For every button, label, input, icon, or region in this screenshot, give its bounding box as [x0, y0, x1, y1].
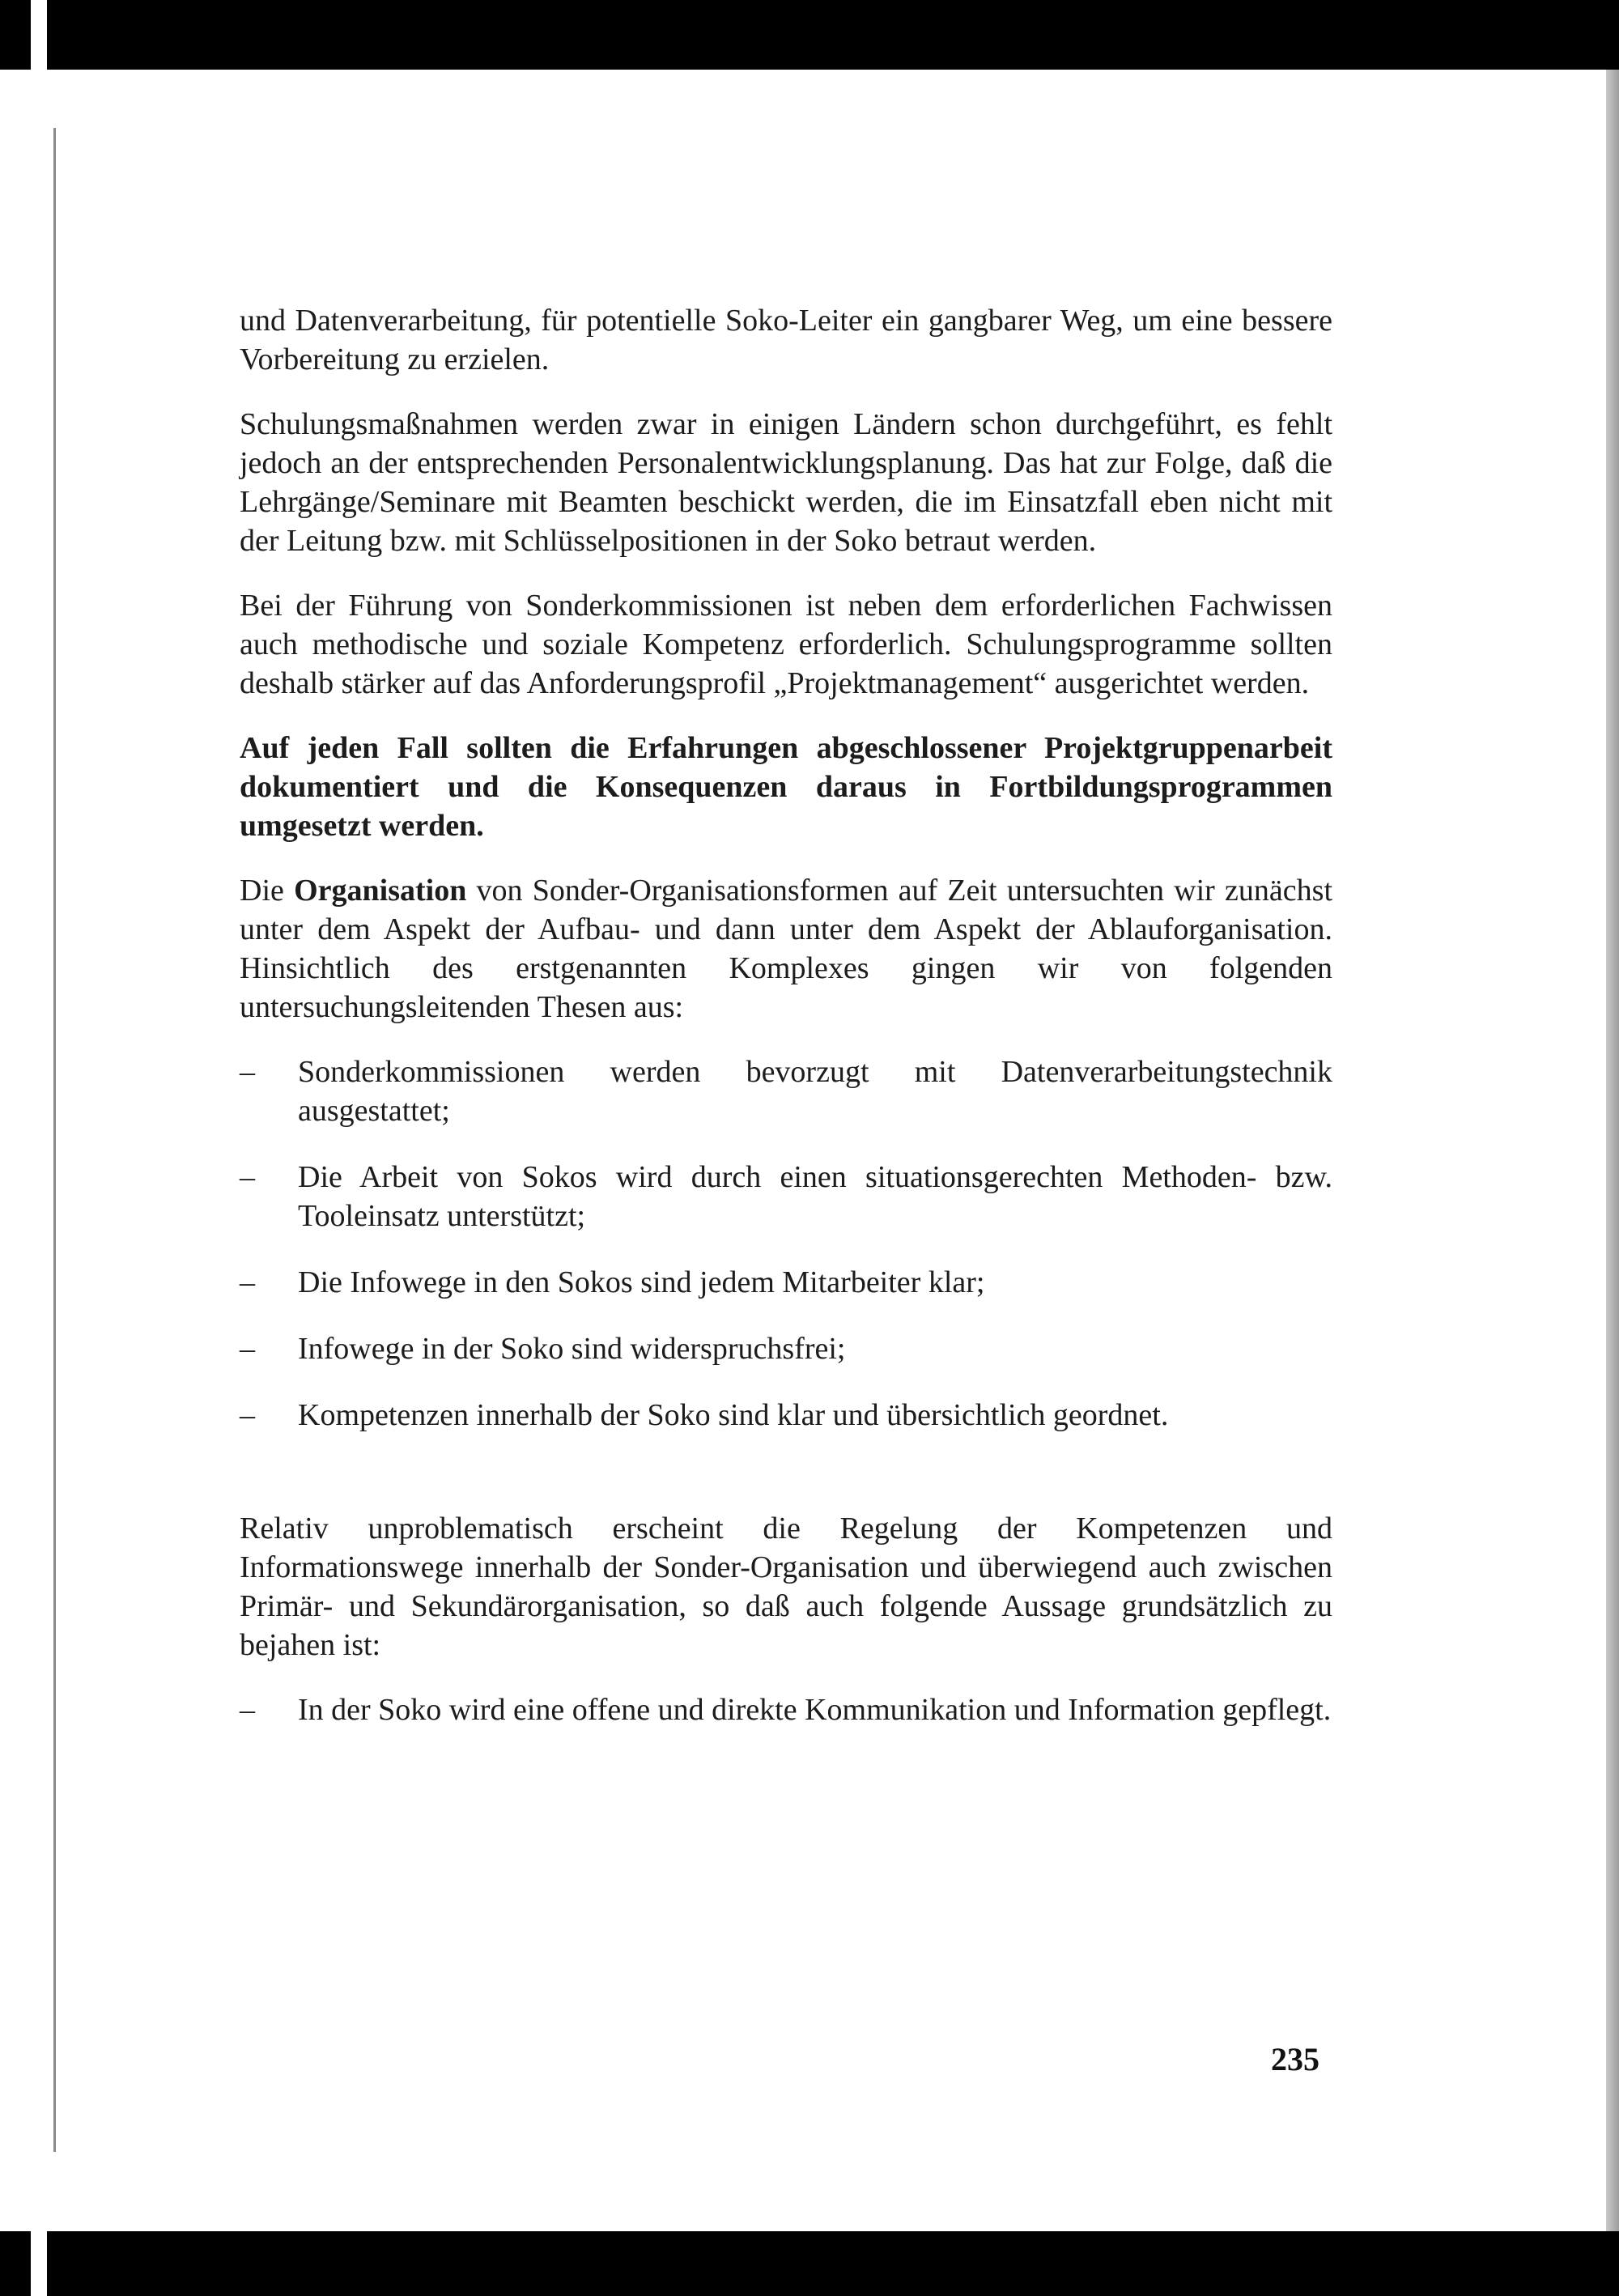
paragraph-organisation-bold-word: Organisation	[294, 874, 467, 908]
paragraph-auf-jeden-fall-bold: Auf jeden Fall sollten die Erfahrungen abgeschlossener Projektgruppenarbeit dokumentiert und die Konsequenzen daraus in Fortbildungsprogrammen umgesetzt werden.	[240, 731, 1332, 843]
bullet-text: Kompetenzen innerhalb der Soko sind klar und übersichtlich geordnet.	[298, 1398, 1169, 1432]
page-edge-line	[53, 128, 56, 2152]
paragraph-organisation-post: von Sonder-Organisationsformen auf Zeit untersuchten wir zunächst unter dem Aspekt der Aufbau- und dann unter dem Aspekt der Ablauforganisation. Hinsichtlich des erstgenannten Komplexes gingen wir von folgenden untersuchungsleitenden Thesen aus:	[240, 874, 1333, 1024]
page-number: 235	[1271, 2041, 1319, 2077]
bullet-item	[240, 1052, 1332, 1130]
paragraph-schulungsmassnahmen: Schulungsmaßnahmen werden zwar in einigen Ländern schon durchgeführt, es fehlt jedoch an der entsprechenden Personalentwicklungsplanung. Das hat zur Folge, daß die Lehrgänge/Seminare mit Beamten beschickt werden, die im Einsatzfall eben nicht mit der Leitung bzw. mit Schlüsselpositionen in der Soko betraut werden.	[240, 407, 1332, 558]
bullet-text: Sonderkommissionen werden bevorzugt mit Datenverarbeitungstechnik ausgestattet;	[298, 1055, 1332, 1128]
bullet-item	[240, 1158, 1332, 1235]
aussage-bullet-list	[240, 1690, 1332, 1729]
scan-artifact-bottom-notch	[31, 2231, 47, 2296]
bullet-dash: –	[240, 1160, 255, 1194]
paragraph-fuehrung: Bei der Führung von Sonderkommissionen ist neben dem erforderlichen Fachwissen auch methodische und soziale Kompetenz erforderlich. Schulungsprogramme sollten deshalb stärker auf das Anforderungsprofil „Projektmanagement“ ausgerichtet werden.	[240, 589, 1332, 700]
paragraph-relativ: Relativ unproblematisch erscheint die Regelung der Kompetenzen und Informationswege innerhalb der Sonder-Organisation und überwiegend auch zwischen Primär- und Sekundärorganisation, so daß auch folgende Aussage grundsätzlich zu bejahen ist:	[240, 1512, 1332, 1662]
page-edge-shadow	[1606, 70, 1619, 2231]
bullet-dash: –	[240, 1265, 255, 1299]
bullet-dash: –	[240, 1398, 255, 1432]
body-text	[240, 301, 1332, 1757]
bullet-dash: –	[240, 1332, 255, 1366]
bullet-dash: –	[240, 1693, 255, 1727]
bullet-item	[240, 1329, 1332, 1368]
paragraph-datenverarbeitung: und Datenverarbeitung, für potentielle Soko-Leiter ein gangbarer Weg, um eine bessere Vorbereitung zu erzielen.	[240, 304, 1332, 376]
scan-artifact-top-bar	[0, 0, 1619, 70]
scan-artifact-top-notch	[31, 0, 47, 70]
bullet-item	[240, 1690, 1332, 1729]
bullet-item	[240, 1263, 1332, 1302]
paragraph-organisation-pre: Die	[240, 874, 295, 908]
bullet-text: Infowege in der Soko sind widerspruchsfrei;	[298, 1332, 846, 1366]
thesen-bullet-list	[240, 1052, 1332, 1435]
bullet-text: Die Arbeit von Sokos wird durch einen situationsgerechten Methoden- bzw. Tooleinsatz unterstützt;	[298, 1160, 1332, 1233]
bullet-text: Die Infowege in den Sokos sind jedem Mitarbeiter klar;	[298, 1265, 985, 1299]
bullet-dash: –	[240, 1055, 255, 1089]
bullet-item	[240, 1396, 1332, 1435]
bullet-text: In der Soko wird eine offene und direkte Kommunikation und Information gepflegt.	[298, 1693, 1332, 1727]
paragraph-organisation	[240, 871, 1332, 1027]
scan-artifact-bottom-bar	[0, 2231, 1619, 2296]
